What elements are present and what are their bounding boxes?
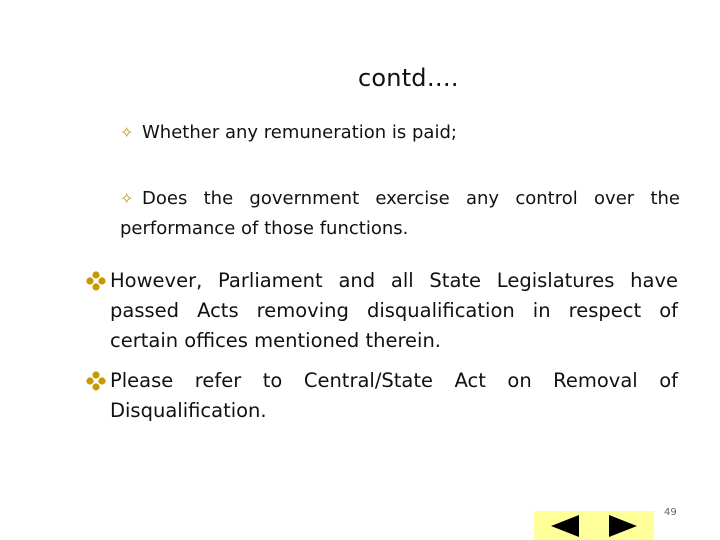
next-slide-icon — [607, 514, 639, 538]
page-number: 49 — [664, 507, 677, 518]
main-bullet-text: However, Parliament and all State Legislatures have passed Acts removing disqualification in respect of certain offices mentioned therein. — [110, 269, 678, 352]
previous-slide-button[interactable] — [548, 513, 582, 539]
diamond-bullet-icon — [86, 271, 106, 291]
sub-bullet — [120, 118, 600, 148]
diamond-bullet-icon — [86, 371, 106, 391]
previous-slide-icon — [549, 514, 581, 538]
sub-bullet-text: Whether any remuneration is paid; — [142, 122, 457, 143]
main-bullet — [86, 366, 678, 426]
four-point-star-icon: ✧ — [120, 123, 134, 142]
slide-title: contd…. — [358, 64, 459, 92]
main-bullet-text: Please refer to Central/State Act on Removal of Disqualification. — [110, 369, 678, 422]
slide-navigation — [534, 511, 654, 540]
sub-bullet — [120, 184, 680, 244]
sub-bullet-text: Does the government exercise any control over the performance of those functions. — [120, 188, 680, 239]
main-bullet — [86, 266, 678, 356]
four-point-star-icon: ✧ — [120, 189, 134, 208]
next-slide-button[interactable] — [606, 513, 640, 539]
